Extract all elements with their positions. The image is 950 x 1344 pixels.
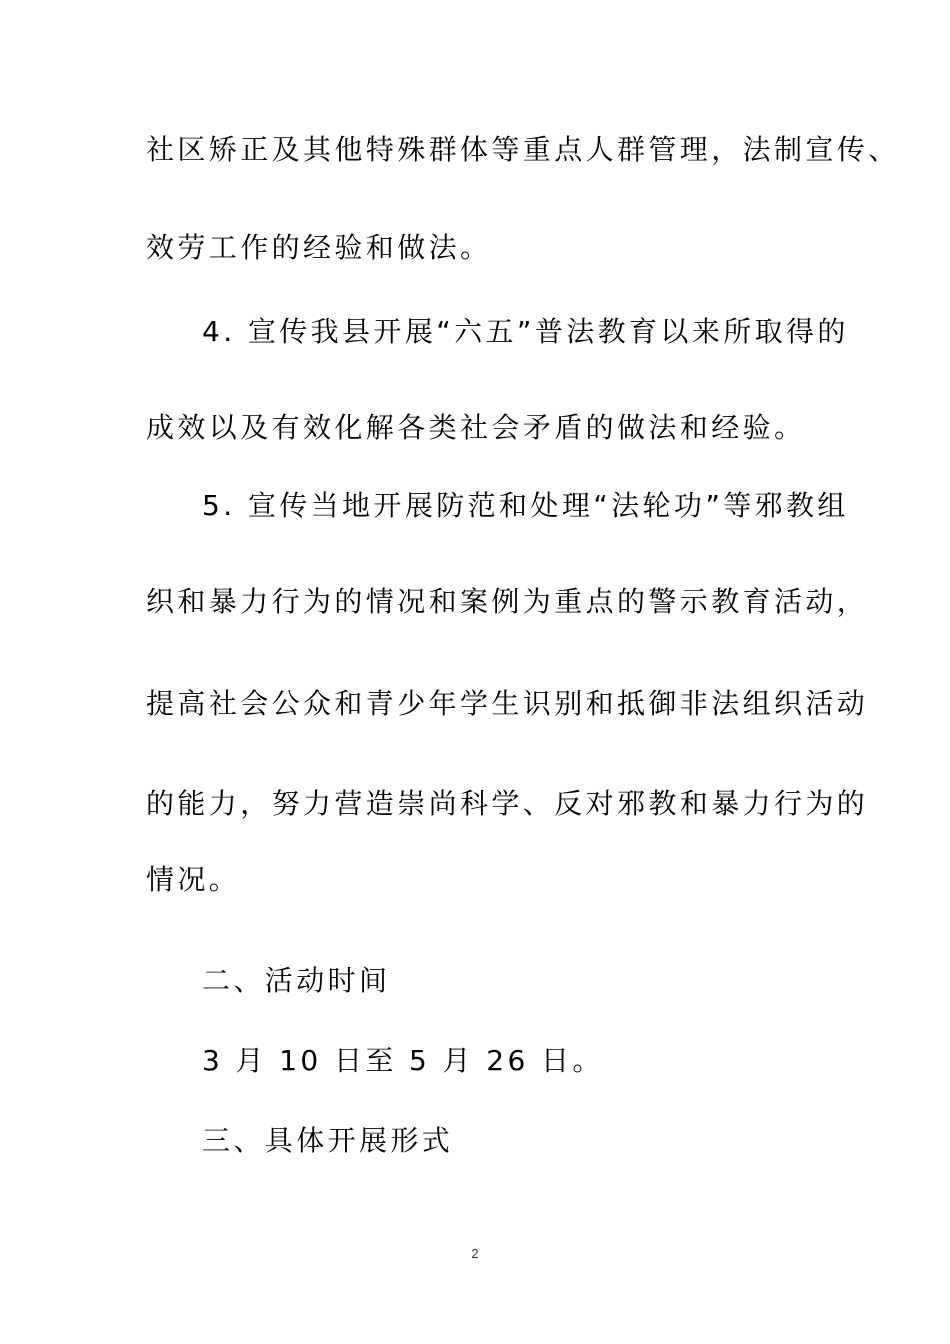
body-text-line: 的能力，努力营造崇尚科学、反对邪教和暴力行为的: [146, 787, 869, 820]
list-item-4-line: 4. 宣传我县开展“六五”普法教育以来所取得的: [202, 315, 849, 348]
body-text-line: 提高社会公众和青少年学生识别和抵御非法组织活动: [146, 687, 869, 720]
body-text-line: 情况。: [146, 863, 241, 896]
section-heading-specific-forms: 三、具体开展形式: [202, 1124, 454, 1157]
body-text-line: 效劳工作的经验和做法。: [146, 231, 492, 264]
activity-date-range: 3 月 10 日至 5 月 26 日。: [202, 1044, 604, 1077]
body-text-line: 社区矫正及其他特殊群体等重点人群管理，法制宣传、: [146, 133, 900, 166]
section-heading-activity-time: 二、活动时间: [202, 964, 391, 997]
body-text-line: 织和暴力行为的情况和案例为重点的警示教育活动，: [146, 585, 869, 618]
body-text-line: 成效以及有效化解各类社会矛盾的做法和经验。: [146, 411, 806, 444]
page-number: 2: [471, 1246, 479, 1261]
list-item-5-line: 5. 宣传当地开展防范和处理“法轮功”等邪教组: [202, 489, 849, 522]
